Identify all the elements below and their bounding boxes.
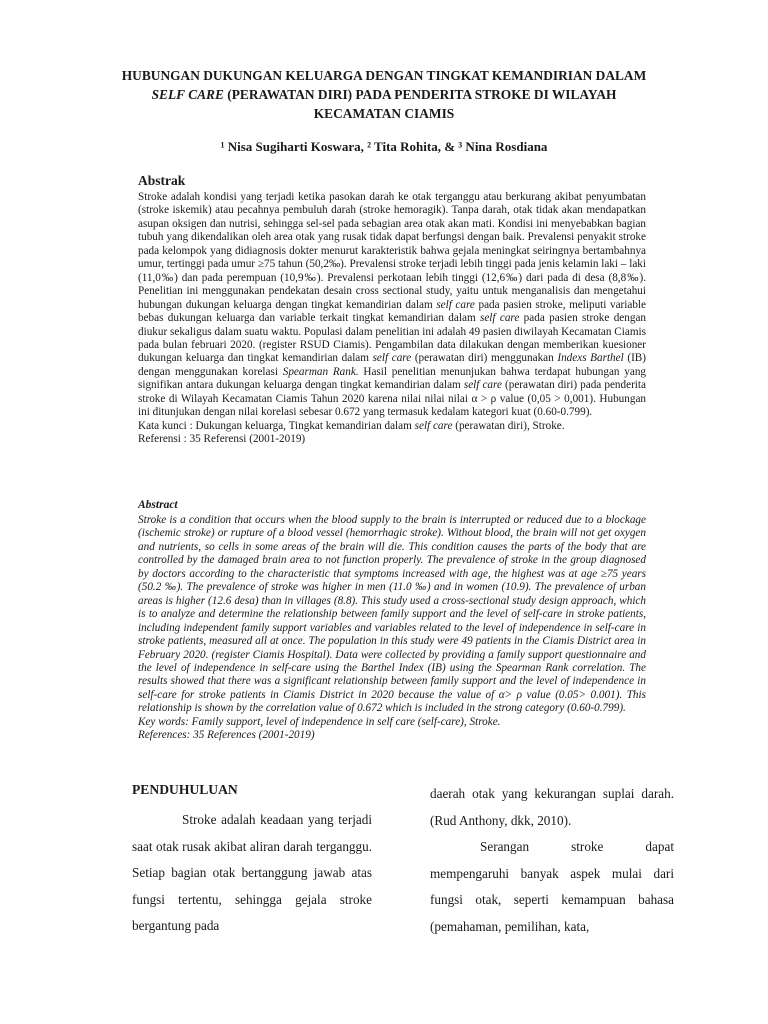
title-line-1: HUBUNGAN DUKUNGAN KELUARGA DENGAN TINGKAT KEMANDIRIAN DALAM	[121, 68, 647, 83]
abstrak-text: Stroke adalah kondisi yang terjadi ketika pasokan darah ke otak terganggu atau berkurang akibat penyumbatan (stroke iskemik) atau pecahnya pembuluh darah (stroke hemoragik). Tanpa darah, otak tidak akan mendapatkan asupan oksigen dan nutrisi, sehingga sel-sel pada sebagian area otak akan mati. Kondisi ini menyebabkan bagian tubuh yang dikendalikan oleh area otak yang rusak tidak dapat berfungsi dengan baik. Prevalensi penyakit stroke pada kelompok yang didiagnosis dokter menurut karakteristik bahwa gejala meningkat seiringnya bertambahnya umur, tertinggi pada umur ≥75 tahun (50,2‰). Prevalensi stroke terjadi lebih tinggi pada jenis kelamin laki – laki (11,0‰) dan pada perempuan (10,9‰). Prevalensi perkotaan lebih tinggi (12,6‰) dari pada di desa (8,8‰). Penelitian ini menggunakan pendekatan desain cross sectional study, yaitu untuk menganalisis dan mengetahui hubungan dukungan keluarga dengan tingkat kemandirian dalam	[138, 191, 646, 311]
body-right-column	[430, 781, 674, 940]
abstrak-paragraph	[138, 191, 646, 420]
abstrak-text: pada pasien stroke dengan diukur sekaligus dalam suatu waktu. Populasi dalam penelitian ini adalah 49 pasien diwilayah Kecamatan Ciamis pada bulan februari 2020. (register RSUD Ciamis). Pengambilan data dilakukan dengan memberikan kuesioner dukungan keluarga dan tingkat kemandirian dalam	[138, 312, 647, 365]
author-list: ¹ Nisa Sugiharti Koswara, ² Tita Rohita, & ³ Nina Rosdiana	[220, 139, 548, 154]
abstrak-body	[138, 191, 646, 447]
keywords-italic: self care	[414, 419, 453, 432]
abstrak-text: Hasil penelitian menunjukan bahwa terdapat hubungan yang signifikan antara dukungan keluarga dengan tingkat kemandirian dalam	[138, 365, 647, 392]
abstrak-italic: self care	[479, 312, 520, 325]
keywords-text: Kata kunci : Dukungan keluarga, Tingkat kemandirian dalam	[138, 419, 415, 432]
title-line-3: KECAMATAN CIAMIS	[313, 106, 455, 121]
abstrak-italic: self care	[463, 379, 502, 392]
paper-title	[90, 66, 678, 123]
keywords-text: (perawatan diri), Stroke.	[452, 419, 565, 432]
abstrak-keywords	[138, 420, 646, 433]
abstrak-text: (perawatan diri) menggunakan	[411, 352, 558, 365]
title-line-2-rest: (PERAWATAN DIRI) PADA PENDERITA STROKE DI WILAYAH	[223, 87, 617, 102]
abstract-paragraph: Stroke is a condition that occurs when the blood supply to the brain is interrupted or reduced due to a blockage (ischemic stroke) or rupture of a blood vessel (hemorrhagic stroke). Without blood, the brain will not get oxygen and nutrients, so cells in some areas of the brain will die. This condition causes the parts of the body that are controlled by the damaged brain area to not function properly. The prevalence of stroke in the group diagnosed by doctors according to the characteristic that symptoms increased with age, the highest was at age ≥75 years (50.2 ‰). The prevalence of stroke was higher in men (11.0 ‰) and in women (10.9). The prevalence of urban areas is higher (12.6 desa) than in villages (8.8). This study used a cross-sectional study design approach, which is to analyze and determine the relationship between family support and the level of self-care in stroke patients, including independent family support variables and variables related to the level of independence in self-care in stroke patients, measured all at once. The population in this study were 49 patients in the Ciamis District area in February 2020. (register Ciamis Hospital). Data were collected by providing a family support questionnaire and the level of independence in self-care using the Barthel Index (IB) using the Spearman Rank correlation. The results showed that there was a significant relationship between family support and the level of independence in self-care for stroke patients in Ciamis District in 2020 because the value of α> ρ value (0.05> 0.001). This relationship is shown by the correlation value of 0.672 which is included in the strong category (0.60-0.799).	[138, 514, 646, 715]
abstrak-references: Referensi : 35 Referensi (2001-2019)	[138, 433, 306, 446]
abstrak-italic: Indexs Barthel	[557, 352, 624, 365]
abstract-keywords: Key words: Family support, level of independence in self care (self-care), Stroke.	[138, 715, 501, 728]
body-paragraph: daerah otak yang kekurangan suplai darah. (Rud Anthony, dkk, 2010).	[430, 786, 674, 828]
body-left-column	[132, 781, 372, 940]
abstract-heading: Abstract	[138, 499, 178, 511]
body-paragraph: Serangan stroke dapat mempengaruhi banyak aspek mulai dari fungsi otak, seperti kemampuan bahasa (pemahaman, pemilihan, kata,	[430, 839, 674, 934]
body-paragraph: Stroke adalah keadaan yang terjadi saat otak rusak akibat aliran darah terganggu. Setiap bagian otak bertanggung jawab atas fungsi tertentu, sehingga gejala stroke bergantung pada	[132, 812, 372, 933]
abstract-references: References: 35 References (2001-2019)	[138, 729, 315, 742]
abstrak-heading: Abstrak	[138, 173, 186, 188]
title-line-2	[90, 85, 678, 104]
abstrak-text: pada pasien stroke, meliputi variable bebas dukungan keluarga dan variable terkait tingkat kemandirian dalam	[138, 298, 647, 325]
abstrak-text: (IB) dengan menggunakan korelasi	[138, 352, 646, 378]
section-heading: PENDUHULUAN	[132, 782, 238, 797]
abstrak-italic: self care	[436, 298, 475, 311]
abstrak-italic: Spearman Rank.	[282, 365, 359, 378]
abstract-body	[138, 514, 646, 743]
abstrak-italic: self care	[372, 352, 412, 365]
title-italic: SELF CARE	[151, 87, 224, 102]
abstrak-text: (perawatan diri) pada penderita stroke di Wilayah Kecamatan Ciamis Tahun 2020 karena nilai nilai nilai α > ρ value (0,05 > 0,001). Hubungan ini ditunjukan dengan nilai korelasi sebesar 0.672 yang termasuk kedalam kategori kuat (0.60-0.799).	[138, 379, 646, 419]
